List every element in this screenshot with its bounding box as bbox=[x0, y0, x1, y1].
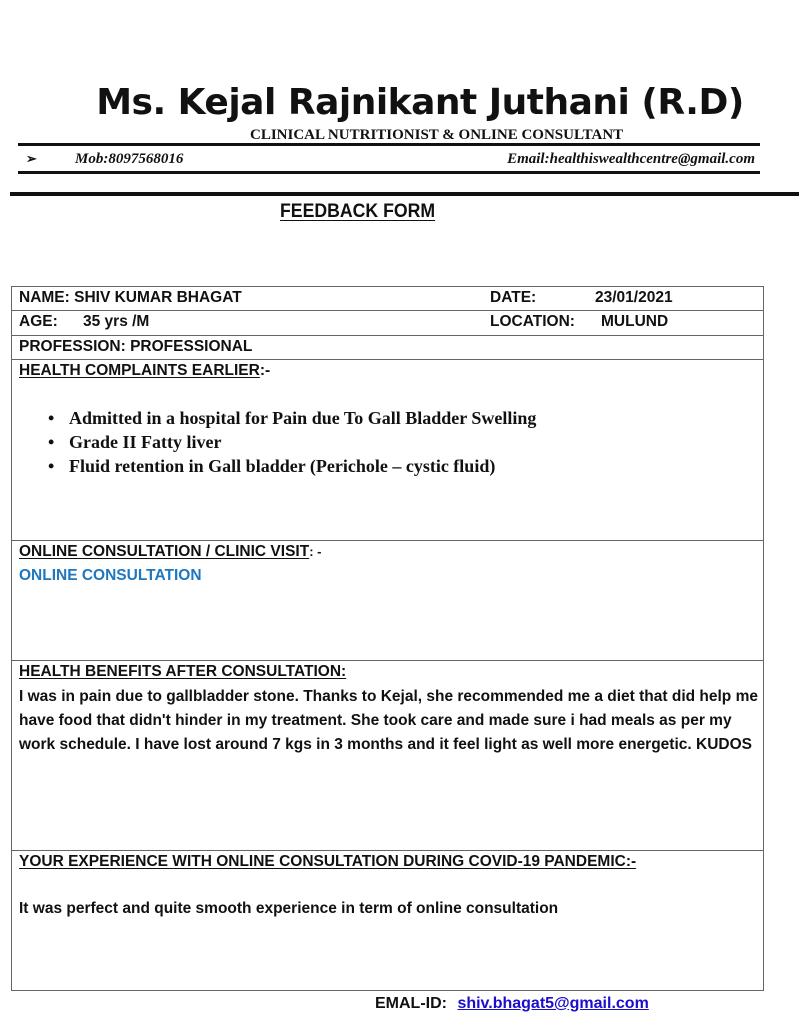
complaints-heading-suffix: :- bbox=[259, 362, 271, 379]
header-divider-bottom bbox=[10, 192, 799, 196]
experience-heading: YOUR EXPERIENCE WITH ONLINE CONSULTATION DURING COVID-19 PANDEMIC:- bbox=[19, 853, 637, 870]
age-label: AGE: bbox=[19, 313, 58, 330]
consultation-heading-text: ONLINE CONSULTATION / CLINIC VISIT bbox=[19, 543, 310, 560]
age-location-row bbox=[12, 311, 763, 336]
designation-subtitle: CLINICAL NUTRITIONIST & ONLINE CONSULTANT bbox=[250, 127, 624, 143]
footer-email-label: EMAL-ID: bbox=[375, 995, 447, 1012]
complaint-item: • Fluid retention in Gall bladder (Perichole – cystic fluid) bbox=[48, 454, 536, 478]
name-field: NAME: SHIV KUMAR BHAGAT bbox=[19, 289, 242, 306]
consultation-section bbox=[12, 541, 763, 661]
profession-field: PROFESSION: PROFESSIONAL bbox=[19, 338, 253, 355]
complaint-item: • Admitted in a hospital for Pain due To Gall Bladder Swelling bbox=[48, 406, 536, 430]
form-title: FEEDBACK FORM bbox=[280, 201, 436, 222]
mobile-number: Mob:8097568016 bbox=[75, 151, 184, 167]
header-divider-middle bbox=[18, 171, 760, 174]
consultation-heading bbox=[19, 543, 321, 561]
location-value: MULUND bbox=[601, 313, 669, 330]
feedback-form-table bbox=[11, 286, 764, 991]
consultation-heading-suffix: : - bbox=[309, 544, 322, 559]
date-value: 23/01/2021 bbox=[595, 289, 673, 306]
experience-text: It was perfect and quite smooth experience in term of online consultation bbox=[19, 900, 559, 917]
benefits-text: I was in pain due to gallbladder stone. Thanks to Kejal, she recommended me a diet that did help me have food that didn't hinder in my treatment. She took care and made sure i had meals as per my work schedule. I have lost around 7 kgs in 3 months and it feel light as well more energetic. KUDOS bbox=[19, 688, 758, 753]
footer-email bbox=[375, 995, 649, 1013]
footer-email-link[interactable]: shiv.bhagat5@gmail.com bbox=[457, 995, 649, 1012]
date-label: DATE: bbox=[490, 289, 537, 306]
complaints-heading-text: HEALTH COMPLAINTS EARLIER bbox=[19, 362, 260, 379]
age-value: 35 yrs /M bbox=[83, 313, 150, 330]
consultation-value: ONLINE CONSULTATION bbox=[19, 567, 202, 584]
experience-section bbox=[12, 851, 763, 992]
location-label: LOCATION: bbox=[490, 313, 575, 330]
doctor-name-heading: Ms. Kejal Rajnikant Juthani (R.D) bbox=[96, 82, 744, 123]
profession-row bbox=[12, 336, 763, 360]
header-divider-top bbox=[18, 143, 760, 146]
complaints-section bbox=[12, 360, 763, 541]
complaints-heading bbox=[19, 362, 270, 380]
contact-email: Email:healthiswealthcentre@gmail.com bbox=[507, 151, 755, 167]
benefits-heading: HEALTH BENEFITS AFTER CONSULTATION: bbox=[19, 663, 347, 680]
complaint-item: • Grade II Fatty liver bbox=[48, 430, 536, 454]
contact-row bbox=[18, 151, 760, 171]
arrow-bullet-icon: ➢ bbox=[26, 151, 37, 166]
name-date-row bbox=[12, 287, 763, 311]
benefits-section bbox=[12, 661, 763, 851]
complaints-list bbox=[48, 406, 536, 478]
